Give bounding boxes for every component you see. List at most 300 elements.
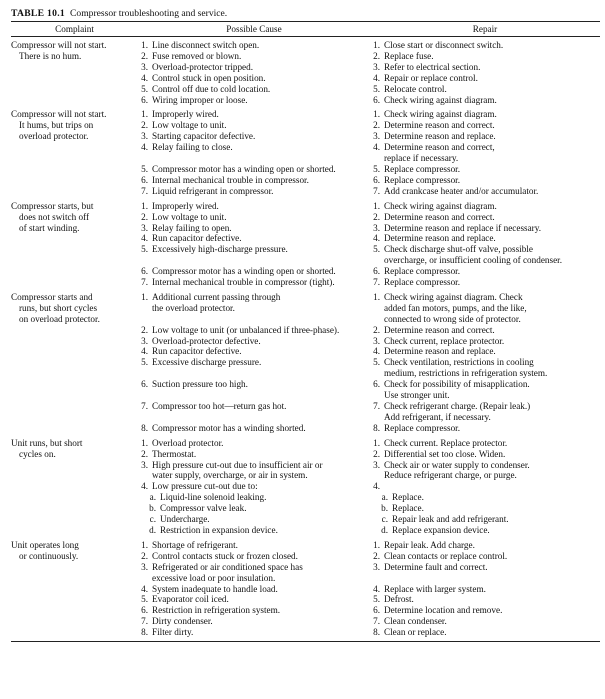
complaint-group <box>11 540 600 638</box>
repair-cell-number: 2. <box>373 550 380 561</box>
complaint-line: Compressor starts and <box>11 291 93 302</box>
table-row <box>138 233 600 244</box>
repair-cell <box>370 551 600 562</box>
cause-cell-text: Overload-protector defective. <box>152 335 261 346</box>
cause-cell-number: 4. <box>141 233 148 244</box>
cause-cell-number: 3. <box>141 459 148 470</box>
cause-cell <box>138 562 370 584</box>
repair-cell-text: Refer to electrical section. <box>384 61 481 72</box>
repair-cell <box>370 175 600 186</box>
repair-cell <box>370 481 600 492</box>
repair-cell <box>370 525 600 536</box>
repair-cell <box>370 460 600 482</box>
table-row <box>138 109 600 120</box>
cause-cell-text: Wiring improper or loose. <box>152 94 248 105</box>
cause-cell-text: Starting capacitor defective. <box>152 131 256 142</box>
repair-cell-text: Replace expansion device. <box>392 524 490 535</box>
table-row <box>138 164 600 175</box>
cause-cell-number: 2. <box>141 448 148 459</box>
repair-cell-text: Replace fuse. <box>384 50 434 61</box>
cause-cell <box>138 186 370 197</box>
repair-cell-text: Clean contacts or replace control. <box>384 550 508 561</box>
cause-cell-number: 1. <box>141 200 148 211</box>
cause-cell-text: Compressor motor has a winding open or shorted. <box>152 163 336 174</box>
complaint-cell <box>11 40 138 105</box>
repair-cell <box>370 84 600 95</box>
table-number: TABLE 10.1 <box>11 8 65 19</box>
cause-cell-number: 7. <box>141 616 148 627</box>
repair-cell-text: Check for possibility of misapplication. Use stronger unit. <box>384 379 530 401</box>
cause-cell <box>138 438 370 449</box>
table-row <box>138 244 600 266</box>
cause-cell <box>138 481 370 492</box>
repair-cell <box>370 401 600 423</box>
header-rule <box>11 36 600 37</box>
table-body <box>11 40 600 638</box>
cause-cell-text: Dirty condenser. <box>152 616 213 627</box>
repair-cell-number: 7. <box>373 277 380 288</box>
repair-cell <box>370 266 600 277</box>
repair-cell <box>370 562 600 584</box>
repair-column-header: Repair <box>472 24 498 35</box>
repair-cell <box>370 201 600 212</box>
cause-cell-text: Liquid-line solenoid leaking. <box>160 492 267 503</box>
cause-cell-number: 1. <box>141 539 148 550</box>
cause-cell <box>138 460 370 482</box>
cause-cell <box>138 357 370 379</box>
repair-cell-text: Replace compressor. <box>384 174 461 185</box>
cause-cell-text: Control contacts stuck or frozen closed. <box>152 550 298 561</box>
repair-cell-text: Check discharge shut-off valve, possible overcharge, or insufficient cooling of condenser. <box>384 244 562 266</box>
complaint-line: Compressor will not start. <box>11 40 107 50</box>
cause-cell-number: c. <box>149 514 156 525</box>
cause-cell-text: Restriction in expansion device. <box>160 524 278 535</box>
repair-cell-text: Repair leak. Add charge. <box>384 539 475 550</box>
cause-column-header: Possible Cause <box>226 24 282 35</box>
cause-cell <box>138 223 370 234</box>
repair-cell-number: 4. <box>373 481 380 492</box>
complaint-cell <box>11 438 138 536</box>
repair-cell <box>370 346 600 357</box>
repair-cell-number: 6. <box>373 379 380 390</box>
repair-cell-number: 4. <box>373 583 380 594</box>
table-row <box>138 131 600 142</box>
repair-cell-text: Replace compressor. <box>384 422 461 433</box>
cause-cell-number: 5. <box>141 163 148 174</box>
cause-cell-number: 1. <box>141 437 148 448</box>
repair-cell-text: Determine reason and correct. <box>384 120 495 131</box>
repair-cell-text: Relocate control. <box>384 83 447 94</box>
repair-cell-text: Check wiring against diagram. <box>384 109 497 120</box>
complaint-group <box>11 201 600 288</box>
repair-cell <box>370 423 600 434</box>
repair-cell-number: 7. <box>373 616 380 627</box>
complaint-cell <box>11 109 138 196</box>
table-row <box>138 449 600 460</box>
cause-cell-text: Control stuck in open position. <box>152 72 266 83</box>
repair-cell <box>370 277 600 288</box>
repair-cell-number: 1. <box>373 539 380 550</box>
cause-cell-text: Compressor motor has a winding shorted. <box>152 422 306 433</box>
repair-cell <box>370 109 600 120</box>
cause-cell-number: 3. <box>141 222 148 233</box>
table-row <box>138 73 600 84</box>
repair-cell-text: Differential set too close. Widen. <box>384 448 506 459</box>
repair-cell-number: 4. <box>373 72 380 83</box>
cause-cell-text: Additional current passing through the overload protector. <box>152 291 281 313</box>
cause-cell <box>138 142 370 164</box>
complaint-line: cycles on. <box>19 448 56 459</box>
complaint-line: or continuously. <box>19 550 79 561</box>
table-row <box>138 401 600 423</box>
repair-cell <box>370 233 600 244</box>
cause-cell-text: Low voltage to unit (or unbalanced if three-phase). <box>152 324 340 335</box>
repair-cell-number: d. <box>381 524 388 535</box>
repair-cell-text: Check wiring against diagram. <box>384 94 497 105</box>
repair-cell-text: Check refrigerant charge. (Repair leak.) Add refrigerant, if necessary. <box>384 401 531 422</box>
repair-cell <box>370 514 600 525</box>
cause-cell <box>138 212 370 223</box>
cause-cell <box>138 84 370 95</box>
repair-cell <box>370 51 600 62</box>
table-row <box>138 120 600 131</box>
cause-cell <box>138 514 370 525</box>
repair-cell <box>370 95 600 106</box>
table-row <box>138 95 600 106</box>
repair-cell-number: 6. <box>373 94 380 105</box>
cause-cell-number: 7. <box>141 185 148 196</box>
complaint-line: Compressor starts, but <box>11 200 94 211</box>
repair-cell-number: 3. <box>373 459 380 470</box>
cause-cell <box>138 551 370 562</box>
cause-cell-text: High pressure cut-out due to insufficient air or water supply, overcharge, or air in system. <box>152 459 323 481</box>
repair-cell <box>370 594 600 605</box>
repair-cell-number: 2. <box>373 120 380 131</box>
repair-cell-text: Check wiring against diagram. Check added fan motors, pumps, and the like, connected to wrong side of protector. <box>384 291 527 324</box>
repair-cell-text: Close start or disconnect switch. <box>384 40 504 50</box>
table-row <box>138 551 600 562</box>
cause-cell-text: Relay failing to open. <box>152 222 232 233</box>
cause-cell-text: Refrigerated or air conditioned space has excessive load or poor insulation. <box>152 561 303 583</box>
repair-cell-number: 3. <box>373 335 380 346</box>
repair-cell-text: Add crankcase heater and/or accumulator. <box>384 185 539 196</box>
repair-cell-text: Check wiring against diagram. <box>384 200 497 211</box>
cause-cell-text: Compressor motor has a winding open or shorted. <box>152 266 336 277</box>
cause-cell-number: 3. <box>141 131 148 142</box>
table-row <box>138 605 600 616</box>
table-row <box>138 379 600 401</box>
cause-cell <box>138 266 370 277</box>
repair-cell <box>370 244 600 266</box>
repair-cell-number: 6. <box>373 266 380 277</box>
repair-cell-number: 3. <box>373 222 380 233</box>
complaint-group <box>11 40 600 105</box>
cause-cell-number: 2. <box>141 324 148 335</box>
cause-cell-number: b. <box>149 503 156 514</box>
cause-cell-number: 4. <box>141 583 148 594</box>
cause-cell-text: Low voltage to unit. <box>152 120 227 131</box>
complaint-column-header: Complaint <box>55 24 94 35</box>
cause-cell <box>138 525 370 536</box>
repair-cell <box>370 40 600 51</box>
cause-cell-text: Compressor valve leak. <box>160 503 247 514</box>
cause-cell <box>138 503 370 514</box>
cause-cell <box>138 584 370 595</box>
repair-cell-text: Determine reason and correct. <box>384 211 495 222</box>
cause-cell <box>138 346 370 357</box>
repair-cell-number: b. <box>381 503 388 514</box>
cause-cell <box>138 449 370 460</box>
repair-cell-number: 6. <box>373 605 380 616</box>
cause-cell <box>138 51 370 62</box>
repair-cell-number: 5. <box>373 244 380 255</box>
repair-cell-number: 3. <box>373 61 380 72</box>
complaint-group <box>11 109 600 196</box>
repair-cell <box>370 627 600 638</box>
complaint-group <box>11 438 600 536</box>
repair-cell-number: 1. <box>373 437 380 448</box>
cause-cell-text: Improperly wired. <box>152 109 219 120</box>
cause-cell <box>138 605 370 616</box>
cause-cell-number: 5. <box>141 357 148 368</box>
table-row <box>138 357 600 379</box>
repair-cell-text: Replace compressor. <box>384 266 461 277</box>
complaint-line: runs, but short cycles <box>19 302 98 313</box>
table-row <box>138 212 600 223</box>
table-row <box>138 616 600 627</box>
table-row <box>138 525 600 536</box>
column-header-row <box>11 22 600 36</box>
repair-cell-text: Check current, replace protector. <box>384 335 505 346</box>
cause-cell <box>138 233 370 244</box>
table-row <box>138 492 600 503</box>
repair-cell-number: 1. <box>373 291 380 302</box>
complaint-group <box>11 292 600 434</box>
repair-cell <box>370 540 600 551</box>
cause-cell-number: 4. <box>141 346 148 357</box>
repair-cell <box>370 438 600 449</box>
cause-cell <box>138 540 370 551</box>
table-row <box>138 325 600 336</box>
cause-cell <box>138 277 370 288</box>
cause-cell <box>138 244 370 266</box>
cause-cell-number: 5. <box>141 244 148 255</box>
repair-cell-number: 1. <box>373 40 380 50</box>
repair-cell-number: 7. <box>373 185 380 196</box>
repair-cell-number: 4. <box>373 346 380 357</box>
repair-cell-number: 1. <box>373 109 380 120</box>
complaint-cell <box>11 540 138 638</box>
cause-cell-number: 5. <box>141 594 148 605</box>
cause-cell-text: Fuse removed or blown. <box>152 50 242 61</box>
table-title: Compressor troubleshooting and service. <box>70 8 228 19</box>
cause-cell-text: Filter dirty. <box>152 627 194 638</box>
complaint-line: Unit operates long <box>11 539 79 550</box>
cause-cell <box>138 95 370 106</box>
repair-cell-text: Clean condenser. <box>384 616 447 627</box>
repair-cell-text: Repair or replace control. <box>384 72 478 83</box>
cause-cell-text: Low pressure cut-out due to: <box>152 481 258 492</box>
repair-cell <box>370 142 600 164</box>
cause-cell-number: 6. <box>141 94 148 105</box>
cause-cell-number: 4. <box>141 481 148 492</box>
repair-cell-text: Determine location and remove. <box>384 605 503 616</box>
complaint-cell <box>11 201 138 288</box>
table-row <box>138 84 600 95</box>
cause-cell-text: Overload protector. <box>152 437 224 448</box>
cause-cell <box>138 401 370 423</box>
cause-cell-number: 2. <box>141 120 148 131</box>
repair-cell-text: Determine reason and correct, replace if necessary. <box>384 142 495 164</box>
complaint-line: There is no hum. <box>19 50 82 61</box>
cause-cell-text: Shortage of refrigerant. <box>152 539 238 550</box>
table-row <box>138 186 600 197</box>
repair-cell-text: Replace compressor. <box>384 163 461 174</box>
repair-cell-number: 6. <box>373 174 380 185</box>
table-row <box>138 292 600 325</box>
cause-cell-number: 8. <box>141 422 148 433</box>
cause-cell-text: Liquid refrigerant in compressor. <box>152 185 274 196</box>
cause-cell-number: 1. <box>141 291 148 302</box>
cause-cell-number: 6. <box>141 379 148 390</box>
repair-cell <box>370 616 600 627</box>
cause-cell-number: 6. <box>141 174 148 185</box>
table-row <box>138 277 600 288</box>
cause-cell-number: 4. <box>141 142 148 153</box>
table-row <box>138 540 600 551</box>
cause-cell-number: 3. <box>141 561 148 572</box>
table-row <box>138 514 600 525</box>
repair-cell-text: Replace. <box>392 492 424 503</box>
cause-cell <box>138 379 370 401</box>
table-row <box>138 142 600 164</box>
repair-cell-number: 4. <box>373 142 380 153</box>
repair-cell-number: 5. <box>373 163 380 174</box>
repair-cell-text: Determine reason and replace. <box>384 233 496 244</box>
cause-cell <box>138 62 370 73</box>
repair-cell-number: 2. <box>373 211 380 222</box>
cause-cell-text: Improperly wired. <box>152 200 219 211</box>
table-row <box>138 175 600 186</box>
cause-cell-text: Evaporator coil iced. <box>152 594 229 605</box>
repair-cell <box>370 605 600 616</box>
repair-cell-text: Determine fault and correct. <box>384 561 488 572</box>
cause-cell-text: Run capacitor defective. <box>152 233 242 244</box>
repair-cell-text: Defrost. <box>384 594 414 605</box>
repair-cell <box>370 492 600 503</box>
repair-cell-number: 4. <box>373 233 380 244</box>
table-caption <box>11 8 600 21</box>
cause-cell <box>138 616 370 627</box>
repair-cell <box>370 186 600 197</box>
complaint-line: on overload protector. <box>19 313 100 324</box>
repair-cell-text: Replace compressor. <box>384 277 461 288</box>
cause-cell-text: Low voltage to unit. <box>152 211 227 222</box>
table-row <box>138 336 600 347</box>
cause-cell <box>138 423 370 434</box>
repair-cell <box>370 503 600 514</box>
table-row <box>138 562 600 584</box>
repair-cell-text: Repair leak and add refrigerant. <box>392 514 509 525</box>
table-row <box>138 62 600 73</box>
repair-cell-text: Determine reason and correct. <box>384 324 495 335</box>
cause-cell-text: Suction pressure too high. <box>152 379 248 390</box>
cause-cell <box>138 594 370 605</box>
repair-cell-text: Check current. Replace protector. <box>384 437 508 448</box>
cause-cell <box>138 336 370 347</box>
repair-cell-number: 2. <box>373 448 380 459</box>
repair-cell <box>370 164 600 175</box>
cause-cell-text: Overload-protector tripped. <box>152 61 254 72</box>
repair-cell-number: a. <box>381 492 388 503</box>
cause-cell-number: 6. <box>141 605 148 616</box>
table-row <box>138 223 600 234</box>
cause-cell <box>138 201 370 212</box>
cause-cell-number: 6. <box>141 266 148 277</box>
cause-cell-number: 8. <box>141 627 148 638</box>
table-row <box>138 346 600 357</box>
table-row <box>138 460 600 482</box>
cause-cell <box>138 292 370 325</box>
repair-cell-number: 5. <box>373 594 380 605</box>
complaint-line: Unit runs, but short <box>11 437 83 448</box>
repair-cell-number: 8. <box>373 627 380 638</box>
repair-cell-text: Determine reason and replace. <box>384 131 496 142</box>
repair-cell-number: 5. <box>373 357 380 368</box>
cause-cell <box>138 492 370 503</box>
cause-cell-text: Excessive discharge pressure. <box>152 357 262 368</box>
repair-cell-number: 8. <box>373 422 380 433</box>
bottom-rule <box>11 641 600 642</box>
repair-cell <box>370 292 600 325</box>
complaint-line: of start winding. <box>19 222 80 233</box>
cause-cell-number: d. <box>149 524 156 535</box>
cause-cell-text: Line disconnect switch open. <box>152 40 260 50</box>
cause-cell <box>138 73 370 84</box>
cause-cell-text: Internal mechanical trouble in compressor (tight). <box>152 277 335 288</box>
cause-cell-text: Internal mechanical trouble in compressor. <box>152 174 309 185</box>
cause-cell-number: 3. <box>141 61 148 72</box>
complaint-line: Compressor will not start. <box>11 109 107 120</box>
cause-cell <box>138 40 370 51</box>
cause-cell-number: 5. <box>141 83 148 94</box>
cause-cell <box>138 120 370 131</box>
cause-cell-number: 2. <box>141 550 148 561</box>
repair-cell-text: Replace. <box>392 503 424 514</box>
repair-cell <box>370 379 600 401</box>
cause-cell-text: Relay failing to close. <box>152 142 233 153</box>
repair-cell-text: Check air or water supply to condenser. Reduce refrigerant charge, or purge. <box>384 459 530 481</box>
table-row <box>138 423 600 434</box>
repair-cell <box>370 73 600 84</box>
cause-cell-number: 7. <box>141 401 148 411</box>
table-row <box>138 201 600 212</box>
table-row <box>138 266 600 277</box>
cause-cell-text: Control off due to cold location. <box>152 83 271 94</box>
table-row <box>138 40 600 51</box>
repair-cell <box>370 357 600 379</box>
cause-cell <box>138 175 370 186</box>
repair-cell-text: Determine reason and replace. <box>384 346 496 357</box>
repair-cell-number: 3. <box>373 131 380 142</box>
table-row <box>138 481 600 492</box>
complaint-line: It hums, but trips on <box>19 120 94 131</box>
repair-cell <box>370 584 600 595</box>
table-row <box>138 438 600 449</box>
cause-cell-number: 4. <box>141 72 148 83</box>
repair-cell-number: c. <box>381 514 388 525</box>
cause-cell-number: 7. <box>141 277 148 288</box>
